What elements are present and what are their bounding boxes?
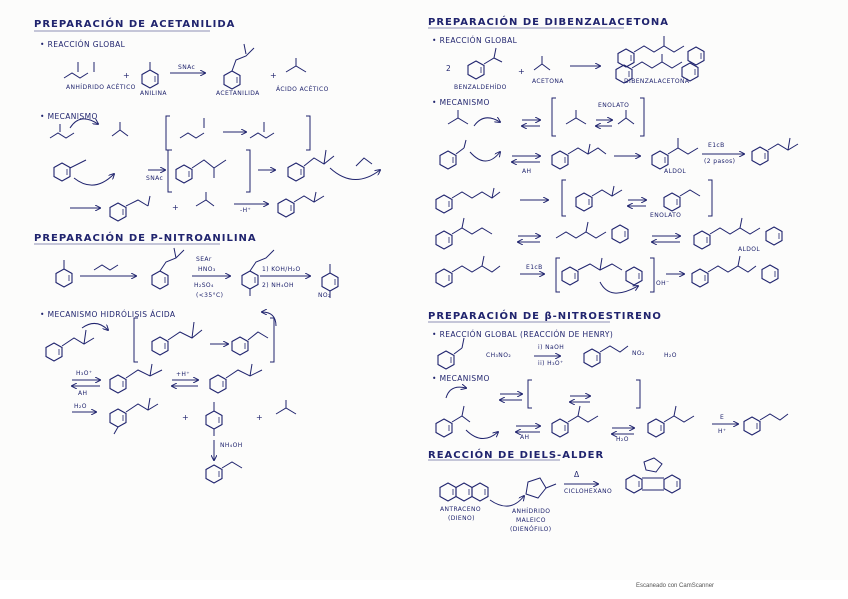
h-plus-label: H⁺ <box>718 428 727 435</box>
anhydride-label: ANHÍDRIDO ACÉTICO <box>66 84 136 91</box>
global-reaction-label-2: • REACCIÓN GLOBAL <box>432 36 518 45</box>
condition-1: i) NaOH <box>538 344 565 351</box>
mechanism-label-4: • MECANISMO <box>432 374 490 383</box>
ah-label-2: AH <box>522 168 532 175</box>
svg-text:+: + <box>123 71 130 80</box>
snac-label: SNAc <box>178 64 196 71</box>
no2-label: NO₂ <box>318 292 331 299</box>
section-title-acetanilide: PREPARACIÓN DE ACETANILIDA <box>34 19 236 30</box>
enolate-label: ENOLATO <box>598 102 630 109</box>
section-title-nitrostyrene: PREPARACIÓN DE β-NITROESTIRENO <box>428 311 662 322</box>
nitromethane-label: CH₃NO₂ <box>486 352 512 359</box>
section-title-diels-alder: REACCIÓN DE DIELS-ALDER <box>428 450 605 461</box>
anhydride-label-2: MALEICO <box>516 517 546 524</box>
minus-h-label: -H⁺ <box>240 207 252 214</box>
anhydride-label-1: ANHÍDRIDO <box>512 508 551 515</box>
water-product-label: H₂O <box>664 352 677 359</box>
h2o-label: H₂O <box>74 403 87 410</box>
ah-label-3: AH <box>520 434 530 441</box>
section-title-dibenzalacetone: PREPARACIÓN DE DIBENZALACETONA <box>428 17 670 28</box>
two-steps-label: (2 pasos) <box>704 158 736 165</box>
coefficient-2: 2 <box>446 64 452 73</box>
temperature-label: (<35°C) <box>196 292 224 299</box>
mechanism-label-2: • MECANISMO HIDRÓLISIS ÁCIDA <box>40 310 176 319</box>
scanner-watermark: Escaneado con CamScanner <box>636 583 715 589</box>
h2o-label-2: H₂O <box>616 436 629 443</box>
mechanism-label-1: • MECANISMO <box>40 112 98 121</box>
svg-text:+: + <box>256 413 263 422</box>
aniline-label: ANILINA <box>140 90 167 97</box>
e1cb-label-2: E1cB <box>526 264 543 271</box>
mechanism-label-3: • MECANISMO <box>432 98 490 107</box>
condition-2: ii) H₃O⁺ <box>538 360 564 367</box>
benzaldehyde-label: BENZALDEHÍDO <box>454 84 507 91</box>
hno3-label: HNO₃ <box>198 266 216 273</box>
aldol-label-2: ALDOL <box>738 246 761 253</box>
svg-text:+: + <box>270 71 277 80</box>
enolate-label-2: ENOLATO <box>650 212 682 219</box>
diene-label: (DIENO) <box>448 515 475 522</box>
dienophile-label: (DIENÓFILO) <box>510 526 552 533</box>
svg-text:+: + <box>172 203 179 212</box>
aldol-label: ALDOL <box>664 168 687 175</box>
henry-reaction-label: • REACCIÓN GLOBAL (REACCIÓN DE HENRY) <box>432 330 614 339</box>
hydrolysis-step2: 2) NH₄OH <box>262 282 294 289</box>
acetone-label: ACETONA <box>532 78 564 85</box>
elimination-label: E <box>720 414 725 421</box>
e1cb-label: E1cB <box>708 142 725 149</box>
hydroxide-label: OH⁻ <box>656 280 670 287</box>
cyclohexane-label: CICLOHEXANO <box>564 488 613 495</box>
svg-text:+: + <box>518 67 525 76</box>
mech-snac-label: SNAc <box>146 175 164 182</box>
svg-text:+: + <box>182 413 189 422</box>
dibenzalacetone-label: DIBENZALACETONA <box>624 78 690 85</box>
acetic-acid-label: ÁCIDO ACÉTICO <box>276 86 329 93</box>
global-reaction-label: • REACCIÓN GLOBAL <box>40 40 126 49</box>
hydrolysis-step1: 1) KOH/H₂O <box>262 266 301 273</box>
plus-h-label: +H⁺ <box>176 371 190 378</box>
section-title-nitroaniline: PREPARACIÓN DE P-NITROANILINA <box>34 233 257 244</box>
h2so4-label: H₂SO₄ <box>194 282 214 289</box>
nh4oh-label: NH₄OH <box>220 442 243 449</box>
acetanilide-label: ACETANILIDA <box>216 90 260 97</box>
ah-label-1: AH <box>78 390 88 397</box>
no2-label-2: NO₂ <box>632 350 645 357</box>
h3o-label: H₃O⁺ <box>76 370 93 377</box>
anthracene-label: ANTRACENO <box>440 506 481 513</box>
delta-label: Δ <box>574 470 580 479</box>
sear-label: SEAr <box>196 256 212 263</box>
